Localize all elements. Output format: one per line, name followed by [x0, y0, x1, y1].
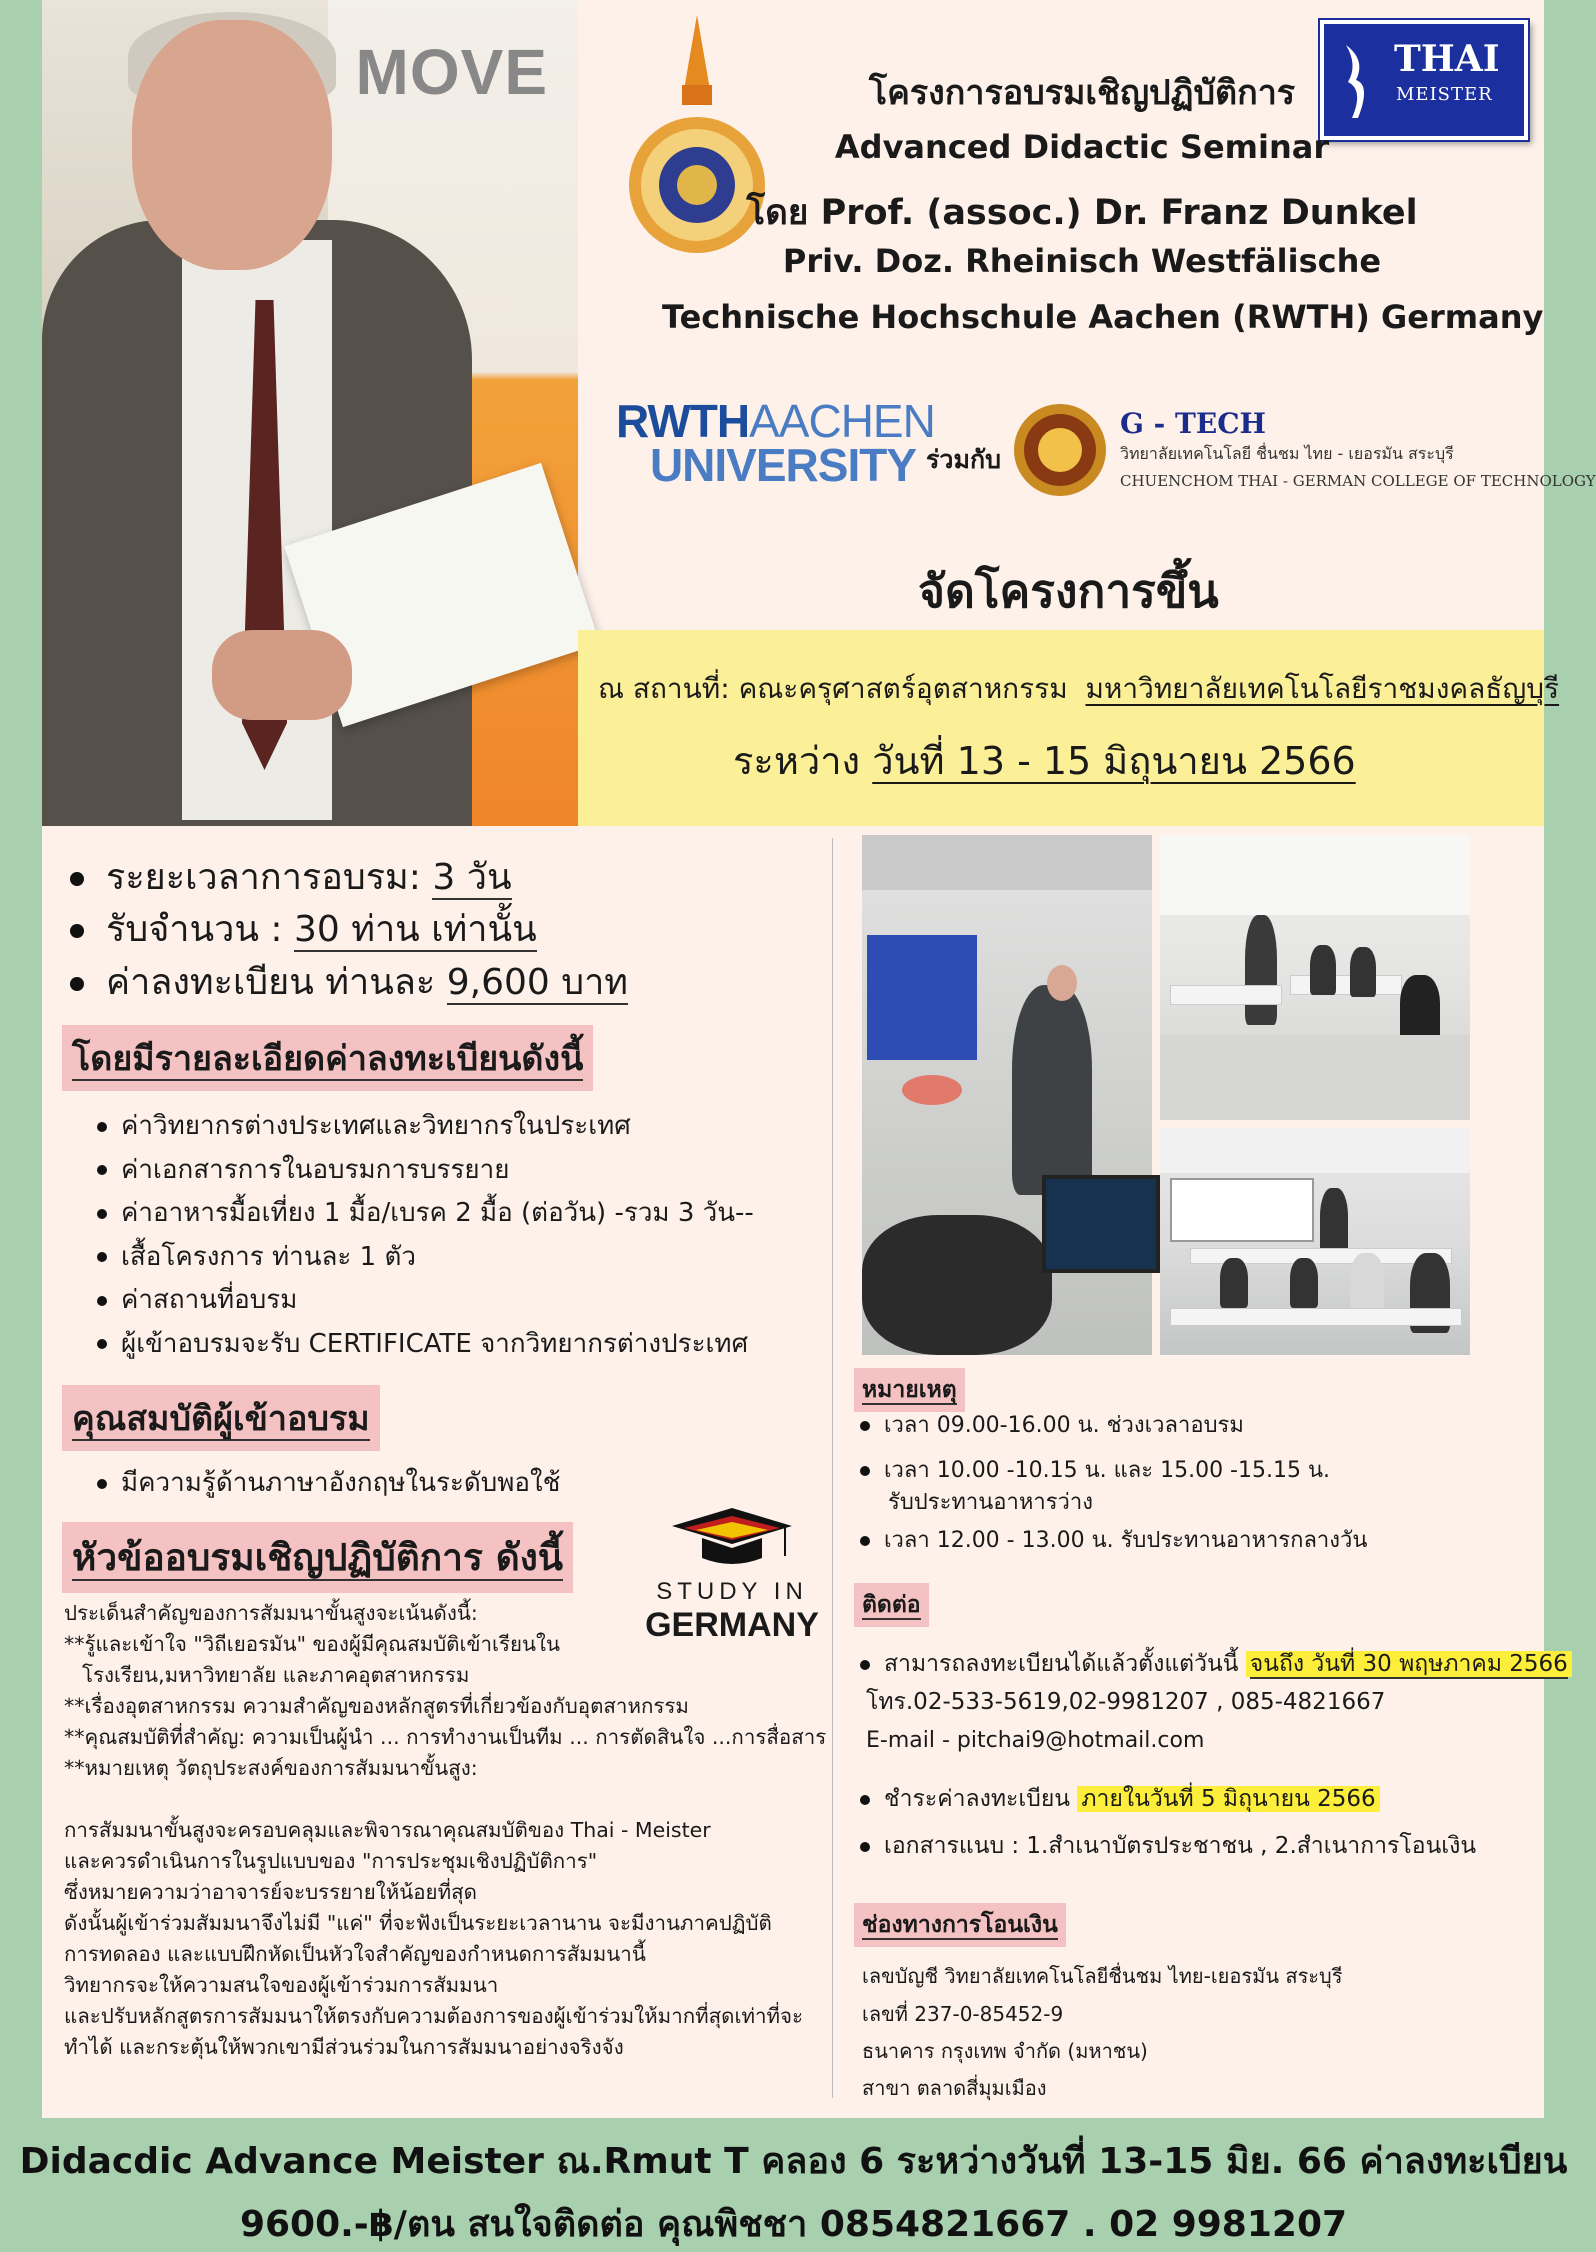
topic-line: **รู้และเข้าใจ "วิถีเยอรมัน" ของผู้มีคุณสมบัติเข้าเรียนใน	[64, 1632, 561, 1656]
dates-line	[733, 730, 1356, 791]
bank-branch: สาขา ตลาดสี่มุมเมือง	[862, 2076, 1047, 2100]
speaker-photo	[42, 0, 578, 826]
venue-line	[598, 667, 1559, 711]
topics-body	[64, 1598, 864, 2063]
gtech-english-name: CHUENCHOM THAI - GERMAN COLLEGE OF TECHNOLOGY	[1120, 472, 1596, 490]
venue-university: มหาวิทยาลัยเทคโนโลยีราชมงคลธัญบุรี	[1085, 672, 1560, 705]
desk	[1170, 1308, 1462, 1326]
participant	[1350, 1253, 1384, 1313]
qualification-heading: คุณสมบัติผู้เข้าอบรม	[62, 1385, 380, 1451]
topic-line: ซึ่งหมายความว่าอาจารย์จะบรรยายให้น้อยที่สุด	[64, 1880, 477, 1904]
participant	[1350, 947, 1376, 997]
list-item: เสื้อโครงการ ท่านละ 1 ตัว	[97, 1236, 754, 1280]
fee-details-heading: โดยมีรายละเอียดค่าลงทะเบียนดังนี้	[62, 1025, 593, 1091]
title-line-4: Priv. Doz. Rheinisch Westfälische	[782, 242, 1382, 280]
title-line-3: โดย Prof. (assoc.) Dr. Franz Dunkel	[746, 193, 1418, 233]
seats-bullet	[70, 900, 537, 957]
fee-label: ค่าลงทะเบียน ท่านละ	[106, 962, 436, 1003]
list-item: ค่าอาหารมื้อเที่ยง 1 มื้อ/เบรค 2 มื้อ (ต่อวัน) -รวม 3 วัน--	[97, 1192, 754, 1236]
venue-band	[578, 630, 1560, 826]
participant	[1310, 945, 1336, 995]
gtech-thai-name: วิทยาลัยเทคโนโลยี ชื่นชม ไทย - เยอรมัน สระบุรี	[1120, 444, 1454, 463]
duration-bullet	[70, 848, 512, 905]
gtech-name: G - TECH	[1120, 407, 1266, 440]
fee-bullet	[70, 953, 628, 1010]
title-line-1: โครงการอบรมเชิญปฏิบัติการ	[868, 73, 1296, 113]
floor	[1160, 1035, 1470, 1120]
bag	[862, 1215, 1052, 1355]
organize-heading: จัดโครงการขึ้น	[912, 555, 1225, 635]
list-item: ค่าเอกสารการในอบรมการบรรยาย	[97, 1149, 754, 1193]
speaker-face	[1047, 965, 1077, 1001]
registration-line: สามารถลงทะเบียนได้แล้วตั้งแต่วันนี้ จนถึง วันที่ 30 พฤษภาคม 2566	[860, 1648, 1572, 1680]
notes-heading: หมายเหตุ	[854, 1368, 965, 1412]
partner-with-label: ร่วมกับ	[926, 445, 1001, 474]
transfer-heading: ช่องทางการโอนเงิน	[854, 1903, 1066, 1947]
seminar-photo-2	[1160, 835, 1470, 1120]
contact-heading: ติดต่อ	[854, 1583, 929, 1627]
venue-prefix: ณ สถานที่: คณะครุศาสตร์อุตสาหกรรม	[598, 672, 1068, 705]
footer-line-1: Didacdic Advance Meister ณ.Rmut T คลอง 6 ระหว่างวันที่ 13-15 มิย. 66 ค่าลงทะเบียน	[19, 2141, 1568, 2182]
speaker-figure	[1012, 985, 1092, 1195]
participant	[1220, 1258, 1248, 1308]
title-line-2: Advanced Didactic Seminar	[834, 128, 1330, 166]
gtech-seal-icon	[1012, 402, 1108, 498]
ceiling	[1160, 1128, 1470, 1173]
topic-line: โรงเรียน,มหาวิทยาลัย และภาคอุตสาหกรรม	[82, 1663, 470, 1687]
footer-line-2: 9600.-฿/ตน สนใจติดต่อ คุณพิชชา 0854821667 . 02 9981207	[239, 2204, 1348, 2245]
desk	[1290, 975, 1402, 995]
projector-screen	[867, 935, 977, 1060]
rwth-logo	[616, 395, 935, 491]
topic-line	[64, 1784, 864, 1815]
duration-label: ระยะเวลาการอบรม:	[106, 857, 421, 898]
fee-details-list	[97, 1105, 754, 1366]
topic-line: ดังนั้นผู้เข้าร่วมสัมมนาจึงไม่มี "แค่" ที่จะฟังเป็นระยะเวลานาน จะมีงานภาคปฏิบัติ	[64, 1911, 772, 1935]
speaker-head	[132, 20, 332, 270]
seminar-photo-3	[1160, 1128, 1470, 1355]
topic-line: วิทยากรจะให้ความสนใจของผู้เข้าร่วมการสัมมนา	[64, 1973, 499, 1997]
topic-line: **เรื่องอุตสาหกรรม ความสำคัญของหลักสูตรที่เกี่ยวข้องกับอุตสาหกรรม	[64, 1694, 689, 1718]
topic-line: และปรับหลักสูตรการสัมมนาให้ตรงกับความต้องการของผู้เข้าร่วมให้มากที่สุดเท่าที่จะ	[64, 2004, 804, 2028]
whiteboard	[1170, 1178, 1314, 1242]
bank-name: ธนาคาร กรุงเทพ จำกัด (มหาชน)	[862, 2039, 1148, 2063]
desk	[1170, 985, 1282, 1005]
laptop	[1042, 1175, 1160, 1273]
topic-line: **คุณสมบัติที่สำคัญ: ความเป็นผู้นำ ... การทำงานเป็นทีม ... การตัดสินใจ ...การสื่อสาร	[64, 1725, 827, 1749]
phone-line: โทร.02-533-5619,02-9981207 , 085-4821667	[866, 1689, 1386, 1715]
dates-value: วันที่ 13 - 15 มิถุนายน 2566	[872, 739, 1356, 783]
ceiling	[862, 835, 1152, 890]
note-item: เวลา 09.00-16.00 น. ช่วงเวลาอบรม	[860, 1410, 1244, 1442]
ceiling	[1160, 835, 1470, 915]
thai-meister-line1: THAI	[1394, 38, 1500, 80]
topic-line: **หมายเหตุ วัตถุประสงค์ของการสัมมนาขั้นสูง:	[64, 1756, 478, 1780]
germany-text: GERMANY	[645, 1606, 819, 1644]
registration-deadline: จนถึง วันที่ 30 พฤษภาคม 2566	[1246, 1651, 1572, 1677]
topic-line: ทำได้ และกระตุ้นให้พวกเขามีส่วนร่วมในการสัมมนาอย่างจริงจัง	[64, 2035, 624, 2059]
note-item: เวลา 10.00 -10.15 น. และ 15.00 -15.15 น. รับประทานอาหารว่าง	[860, 1455, 1330, 1519]
payment-line: ชำระค่าลงทะเบียน ภายในวันที่ 5 มิถุนายน 2566	[860, 1783, 1380, 1815]
dates-prefix: ระหว่าง	[733, 739, 861, 783]
seats-value: 30 ท่าน เท่านั้น	[293, 909, 537, 950]
topic-line: ประเด็นสำคัญของการสัมมนาขั้นสูงจะเน้นดังนี้:	[64, 1601, 478, 1625]
payment-deadline: ภายในวันที่ 5 มิถุนายน 2566	[1077, 1786, 1379, 1812]
account-name: เลขบัญชี วิทยาลัยเทคโนโลยีชื่นชม ไทย-เยอรมัน สระบุรี	[862, 1964, 1343, 1988]
fee-value: 9,600 บาท	[446, 962, 629, 1003]
topics-heading: หัวข้ออบรมเชิญปฏิบัติการ ดังนี้	[62, 1522, 573, 1593]
account-number: เลขที่ 237-0-85452-9	[862, 2002, 1064, 2026]
documents-line: เอกสารแนบ : 1.สำเนาบัตรประชาชน , 2.สำเนาการโอนเงิน	[860, 1830, 1476, 1862]
list-item: มีความรู้ด้านภาษาอังกฤษในระดับพอใช้	[97, 1462, 560, 1506]
speaker-hand	[212, 630, 352, 720]
aachen-text: AACHEN	[749, 395, 935, 447]
thai-meister-line2: MEISTER	[1396, 84, 1493, 105]
duration-value: 3 วัน	[432, 857, 512, 898]
topic-line: การทดลอง และแบบฝึกหัดเป็นหัวใจสำคัญของกำหนดการสัมมนานี้	[64, 1942, 646, 1966]
rwth-text: RWTH	[616, 395, 750, 447]
list-item: ผู้เข้าอบรมจะรับ CERTIFICATE จากวิทยากรต่างประเทศ	[97, 1323, 754, 1367]
banner-text: MOVE	[355, 36, 548, 108]
list-item: ค่าวิทยากรต่างประเทศและวิทยากรในประเทศ	[97, 1105, 754, 1149]
participant	[1290, 1258, 1318, 1308]
note-item: เวลา 12.00 - 13.00 น. รับประทานอาหารกลางวัน	[860, 1525, 1367, 1557]
title-line-5: Technische Hochschule Aachen (RWTH) Germany	[662, 298, 1544, 336]
email-line: E-mail - pitchai9@hotmail.com	[866, 1728, 1205, 1753]
topic-line: การสัมมนาขั้นสูงจะครอบคลุมและพิจารณาคุณสมบัติของ Thai - Meister	[64, 1818, 711, 1842]
qualification-list	[97, 1462, 560, 1506]
footer-caption	[0, 2118, 1587, 2245]
flowers	[902, 1075, 962, 1105]
university-text: UNIVERSITY	[649, 438, 916, 491]
graduation-cap-icon	[672, 1508, 792, 1568]
poster	[42, 0, 1596, 2118]
list-item: ค่าสถานที่อบรม	[97, 1279, 754, 1323]
speaker-figure	[1245, 915, 1277, 1025]
topic-line: และควรดำเนินการในรูปแบบของ "การประชุมเชิงปฏิบัติการ"	[64, 1849, 598, 1873]
seminar-photo-1	[862, 835, 1152, 1355]
study-in-text: STUDY IN	[656, 1578, 808, 1605]
column-divider	[832, 838, 833, 2098]
seats-label: รับจำนวน :	[106, 909, 283, 950]
